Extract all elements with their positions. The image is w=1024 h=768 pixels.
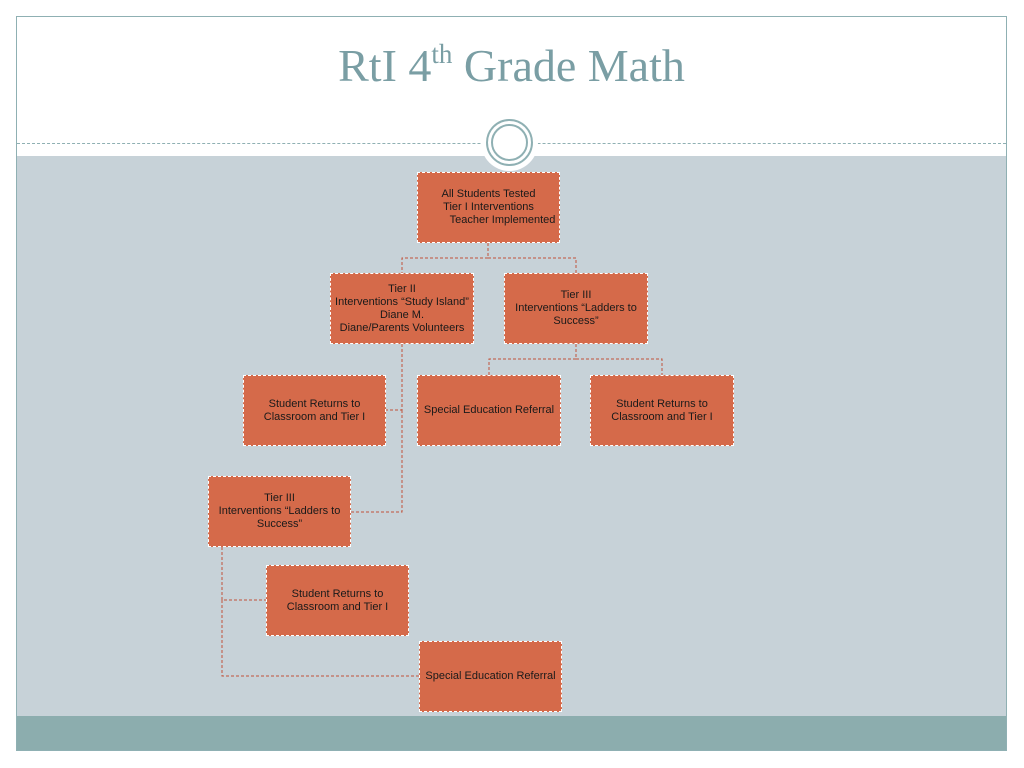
title-rest: Grade Math [452, 40, 685, 91]
connector-tier3-right-to-return [576, 359, 662, 375]
node-special-education-referral-mid: Special Education Referral [417, 375, 561, 446]
node-student-returns-right: Student Returns to Classroom and Tier I [590, 375, 734, 446]
node-student-returns-bottom: Student Returns to Classroom and Tier I [266, 565, 409, 636]
title-superscript: th [431, 39, 453, 69]
node-special-education-referral-bottom: Special Education Referral [419, 641, 562, 712]
connector-tier3-right-to-sped [489, 344, 576, 375]
connector-tier2-to-return-left [386, 344, 402, 410]
node-tier3-ladders-right: Tier III Interventions “Ladders to Success” [504, 273, 648, 344]
node-student-returns-left: Student Returns to Classroom and Tier I [243, 375, 386, 446]
connector-root-to-tier3-right [488, 258, 576, 273]
node-all-students-tested: All Students Tested Tier I Interventions Teacher Implemented [417, 172, 560, 243]
connector-root-to-tier2 [402, 243, 488, 273]
connector-tier3-left-to-return-bottom [222, 547, 266, 600]
slide [16, 16, 1007, 751]
node-tier2-study-island: Tier II Interventions “Study Island” Diane M. Diane/Parents Volunteers [330, 273, 474, 344]
title-main: RtI 4 [338, 40, 432, 91]
node-tier3-ladders-left: Tier III Interventions “Ladders to Success” [208, 476, 351, 547]
